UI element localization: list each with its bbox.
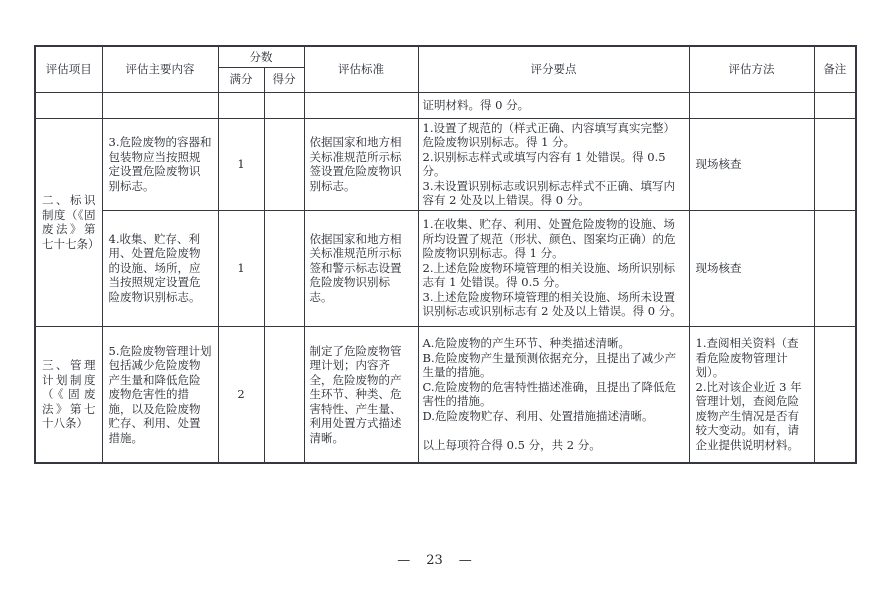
cell-note-empty: [814, 92, 856, 118]
cell-item5-content: 5.危险废物管理计划包括减少危险废物产生量和降低危险废物危害性的措施，以及危险废物贮存、利用、处置措施。: [102, 326, 218, 463]
scoring-point: 2.上述危险废物环境管理的相关设施、场所识别标志有 1 处错误。得 0.5 分。: [422, 260, 675, 290]
cell-item4-points: [418, 210, 689, 326]
cell-item5-full-score: 2: [218, 326, 264, 463]
cell-standard-empty: [304, 92, 418, 118]
cell-item3-got-score: [264, 118, 304, 210]
cell-method-empty: [689, 92, 814, 118]
cell-full-score-empty: [218, 92, 264, 118]
cell-item5-method: [689, 326, 814, 463]
table-row-item3: [35, 118, 856, 210]
table-row-item4: [35, 210, 856, 326]
scoring-point: 3.未设置识别标志或识别标志样式不正确、填写内容有 2 处及以上错误。得 0 分。: [422, 178, 675, 207]
header-eval-standard: 评估标准: [304, 46, 418, 92]
header-note: 备注: [814, 46, 856, 92]
cell-item4-content: 4.收集、贮存、利用、处置危险废物的设施、场所，应当按照规定设置危险废物识别标志。: [102, 210, 218, 326]
cell-item4-standard: 依据国家和地方相关标准规范所示标签和警示标志设置危险废物识别标志。: [304, 210, 418, 326]
cell-item-empty: [35, 92, 102, 118]
header-row-1: [35, 46, 856, 67]
cell-item5-got-score: [264, 326, 304, 463]
method-step: 2.比对该企业近 3 年管理计划，查阅危险废物产生情况是否有较大变动。如有，请企业提供说明材料。: [695, 379, 802, 452]
cell-content-empty: [102, 92, 218, 118]
cell-section2-item: 二、标识制度（《固废法》第七十七条）: [35, 118, 102, 326]
cell-item3-content: 3.危险废物的容器和包装物应当按照规定设置危险废物识别标志。: [102, 118, 218, 210]
header-eval-content: 评估主要内容: [102, 46, 218, 92]
footer-dash-right: —: [458, 553, 472, 568]
cell-item4-full-score: 1: [218, 210, 264, 326]
scoring-point: D.危险废物贮存、利用、处置措施描述清晰。: [422, 408, 654, 423]
cell-section3-item: 三、管理计划制度（《固废法》第七十八条）: [35, 326, 102, 463]
header-full-score: 满分: [218, 67, 264, 92]
header-eval-method: 评估方法: [689, 46, 814, 92]
scoring-point: 1.在收集、贮存、利用、处置危险废物的设施、场所均设置了规范（形状、颜色、图案均正确）的危险废物识别标志。得 1 分。: [422, 217, 676, 261]
cell-got-score-empty: [264, 92, 304, 118]
page-footer: [0, 553, 869, 568]
footer-dash-left: —: [397, 553, 411, 568]
cell-item3-standard: 依据国家和地方相关标准规范所示标签设置危险废物识别标志。: [304, 118, 418, 210]
scoring-point: 1.设置了规范的（样式正确、内容填写真实完整）危险废物识别标志。得 1 分。: [422, 120, 675, 149]
header-got-score: 得分: [264, 67, 304, 92]
cell-item5-points: [418, 326, 689, 463]
scoring-point: B.危险废物产生量预测依据充分，且提出了减少产生量的措施。: [422, 350, 677, 380]
table-row-item5: [35, 326, 856, 463]
scoring-point: 3.上述危险废物环境管理的相关设施、场所未设置识别标志或识别标志有 2 处及以上错误。得 0 分。: [422, 289, 682, 319]
scoring-point: A.危险废物的产生环节、种类描述清晰。: [422, 336, 630, 351]
cell-item4-note: [814, 210, 856, 326]
cell-item3-note: [814, 118, 856, 210]
cell-item5-note: [814, 326, 856, 463]
cell-item3-method: 现场核查: [689, 118, 814, 210]
cell-item5-standard: 制定了危险废物管理计划；内容齐全，危险废物的产生环节、种类、危害特性、产生量、利用处置方式描述清晰。: [304, 326, 418, 463]
table-row-carryover: [35, 92, 856, 118]
header-score: 分数: [218, 46, 304, 67]
scoring-point: 2.识别标志样式或填写内容有 1 处错误。得 0.5 分。: [422, 149, 666, 178]
page-number: 23: [426, 553, 443, 568]
scoring-point: C.危险废物的危害特性描述准确，且提出了降低危害性的措施。: [422, 379, 677, 409]
method-step: 1.查阅相关资料（查看危险废物管理计划）。: [695, 336, 799, 380]
cell-item3-full-score: 1: [218, 118, 264, 210]
cell-item4-method: 现场核查: [689, 210, 814, 326]
cell-item3-points: [418, 118, 689, 210]
cell-item4-got-score: [264, 210, 304, 326]
header-scoring-points: 评分要点: [418, 46, 689, 92]
evaluation-table: [34, 45, 857, 464]
cell-points-carryover: 证明材料。得 0 分。: [418, 92, 689, 118]
header-eval-item: 评估项目: [35, 46, 102, 92]
scoring-summary: 以上每项符合得 0.5 分，共 2 分。: [422, 437, 601, 452]
